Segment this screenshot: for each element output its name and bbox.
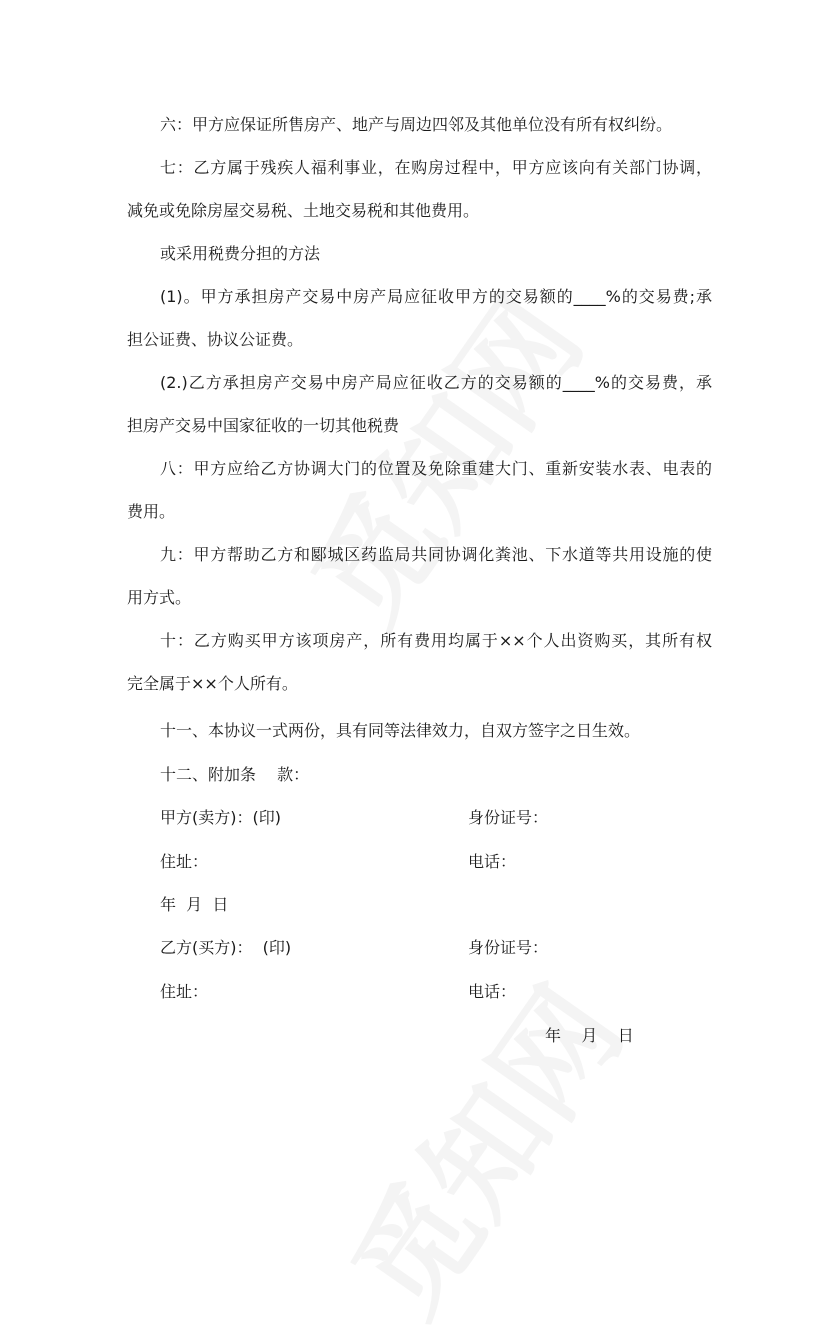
clause-ten-cont: 完全属于××个人所有。 [127,674,298,693]
clause-six: 六：甲方应保证所售房产、地产与周边四邻及其他单位没有所有权纠纷。 [160,115,673,134]
buyer-date: 年 月 日 [545,1026,634,1045]
alt-option-2: (2.)乙方承担房产交易中房产局应征收乙方的交易额的____%的交易费，承 [160,373,712,392]
seller-phone-label: 电话： [468,852,517,871]
seller-label: 甲方(卖方)：(印) [160,808,281,827]
clause-twelve: 十二、附加条 款： [160,765,310,784]
clause-nine-cont: 用方式。 [127,588,192,607]
clause-ten: 十：乙方购买甲方该项房产，所有费用均属于××个人出资购买，其所有权 [160,631,712,650]
clause-nine: 九：甲方帮助乙方和郾城区药监局共同协调化粪池、下水道等共用设施的使 [160,545,712,564]
clause-eight-cont: 费用。 [127,502,176,521]
buyer-label: 乙方(买方)： (印) [160,938,292,957]
alt-option-1-cont: 担公证费、协议公证费。 [127,330,304,349]
alt-method-heading: 或采用税费分担的方法 [160,244,321,263]
clause-seven: 七：乙方属于残疾人福利事业，在购房过程中，甲方应该向有关部门协调， [160,158,712,177]
watermark [266,259,613,653]
watermark [306,949,653,1343]
clause-eleven: 十一、本协议一式两份，具有同等法律效力，自双方签字之日生效。 [160,721,641,740]
alt-option-1: (1)。甲方承担房产交易中房产局应征收甲方的交易额的____%的交易费;承 [160,287,712,306]
seller-id-label: 身份证号： [468,808,549,827]
buyer-phone-label: 电话： [468,982,517,1001]
buyer-id-label: 身份证号： [468,938,549,957]
seller-date: 年 月 日 [160,895,229,914]
seller-address-label: 住址： [160,852,209,871]
alt-option-2-cont: 担房产交易中国家征收的一切其他税费 [127,416,400,435]
clause-eight: 八：甲方应给乙方协调大门的位置及免除重建大门、重新安装水表、电表的 [160,459,712,478]
buyer-address-label: 住址： [160,982,209,1001]
clause-seven-cont: 减免或免除房屋交易税、土地交易税和其他费用。 [127,201,480,220]
